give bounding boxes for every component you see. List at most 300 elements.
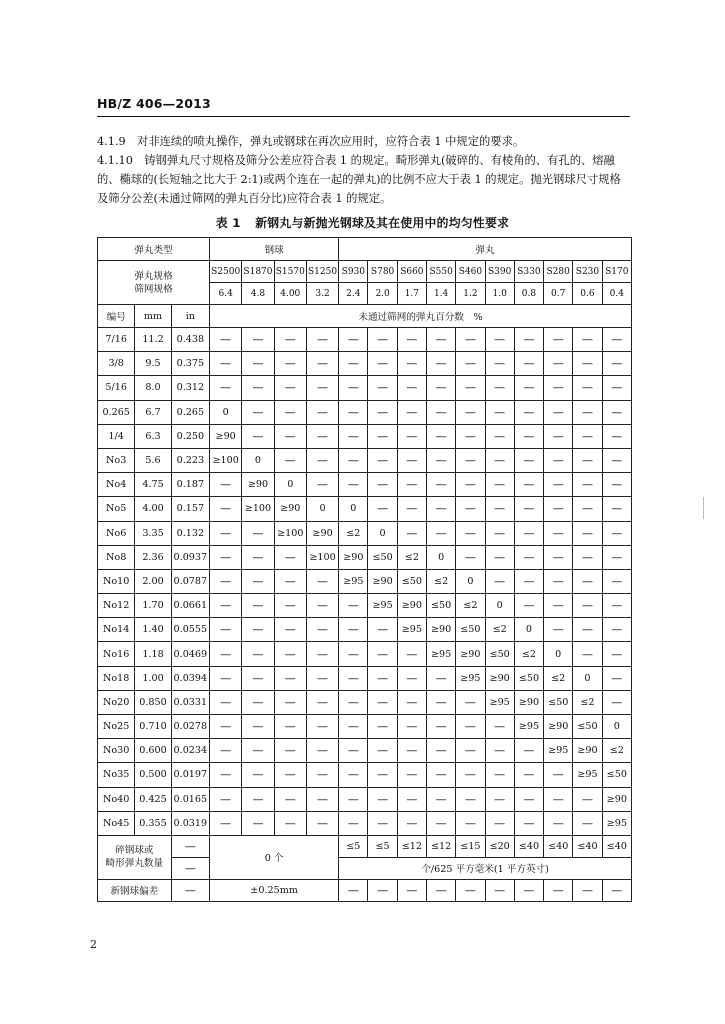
value-cell: — xyxy=(485,473,514,497)
value-cell: — xyxy=(210,328,242,352)
value-cell: — xyxy=(427,448,456,472)
value-cell: — xyxy=(514,376,543,400)
table-row xyxy=(98,811,632,835)
table-row xyxy=(98,545,632,569)
value-cell: — xyxy=(485,352,514,376)
row-mm: 9.5 xyxy=(135,352,171,376)
row-in: 0.0197 xyxy=(171,763,209,787)
tolerance-label: 新钢球偏差 xyxy=(98,879,172,901)
tolerance-shot-cell: — xyxy=(397,879,426,901)
value-cell: — xyxy=(339,424,368,448)
header-row-units xyxy=(98,305,632,328)
value-cell: — xyxy=(242,666,274,690)
value-cell: — xyxy=(274,400,306,424)
value-cell: — xyxy=(573,594,602,618)
shot-label: 弹丸 xyxy=(339,238,632,261)
value-cell: ≤50 xyxy=(368,545,397,569)
value-cell: — xyxy=(427,739,456,763)
value-cell: — xyxy=(397,352,426,376)
value-cell: — xyxy=(427,666,456,690)
broken-shot-cell: ≤5 xyxy=(368,835,397,857)
row-no: No45 xyxy=(98,811,135,835)
value-cell: — xyxy=(485,739,514,763)
value-cell: ≥100 xyxy=(306,545,338,569)
document-code: HB/Z 406—2013 xyxy=(97,96,211,111)
value-cell: — xyxy=(427,328,456,352)
value-cell: — xyxy=(306,376,338,400)
value-cell: — xyxy=(368,642,397,666)
shot-spec-label: 弹丸规格 xyxy=(134,270,173,282)
value-cell: — xyxy=(210,763,242,787)
value-cell: — xyxy=(514,569,543,593)
value-cell: — xyxy=(242,715,274,739)
value-cell: — xyxy=(397,448,426,472)
row-no: No35 xyxy=(98,763,135,787)
tolerance-shot-cell: — xyxy=(456,879,485,901)
broken-shot-cell: ≤12 xyxy=(427,835,456,857)
value-cell: — xyxy=(602,666,631,690)
value-cell: — xyxy=(427,787,456,811)
value-cell: — xyxy=(210,376,242,400)
value-cell: — xyxy=(339,328,368,352)
value-cell: — xyxy=(306,763,338,787)
table-row xyxy=(98,521,632,545)
value-cell: — xyxy=(485,376,514,400)
value-cell: 0 xyxy=(339,497,368,521)
spec-cell: S1570 xyxy=(274,261,306,283)
spec-cell: S390 xyxy=(485,261,514,283)
value-cell: — xyxy=(306,787,338,811)
value-cell: ≥95 xyxy=(573,763,602,787)
value-cell: — xyxy=(456,690,485,714)
value-cell: — xyxy=(514,424,543,448)
table-row xyxy=(98,690,632,714)
value-cell: — xyxy=(274,690,306,714)
value-cell: — xyxy=(573,545,602,569)
row-mm: 4.00 xyxy=(135,497,171,521)
row-mm: 1.00 xyxy=(135,666,171,690)
tolerance-shot-cell: — xyxy=(573,879,602,901)
value-cell: ≥90 xyxy=(242,473,274,497)
value-cell: — xyxy=(544,400,573,424)
broken-shot-label xyxy=(98,835,172,879)
row-in: 0.0319 xyxy=(171,811,209,835)
value-cell: — xyxy=(210,594,242,618)
tolerance-shot-cell: — xyxy=(602,879,631,901)
table-row xyxy=(98,787,632,811)
value-cell: — xyxy=(573,569,602,593)
value-cell: ≤50 xyxy=(456,618,485,642)
value-cell: ≤50 xyxy=(573,715,602,739)
value-cell: — xyxy=(368,424,397,448)
value-cell: — xyxy=(602,642,631,666)
table-row xyxy=(98,473,632,497)
value-cell: 0 xyxy=(573,666,602,690)
value-cell: — xyxy=(210,715,242,739)
sieve-size-cell: 3.2 xyxy=(306,283,338,305)
value-cell: — xyxy=(339,473,368,497)
value-cell: — xyxy=(573,811,602,835)
value-cell: — xyxy=(368,715,397,739)
sieve-size-cell: 0.6 xyxy=(573,283,602,305)
value-cell: — xyxy=(602,328,631,352)
value-cell: — xyxy=(274,424,306,448)
value-cell: — xyxy=(456,715,485,739)
row-in: 0.0555 xyxy=(171,618,209,642)
value-cell: 0 xyxy=(242,448,274,472)
value-cell: ≤50 xyxy=(485,642,514,666)
value-cell: 0 xyxy=(427,545,456,569)
value-cell: — xyxy=(514,521,543,545)
sieve-spec-label: 筛网规格 xyxy=(134,283,173,295)
row-mm: 1.18 xyxy=(135,642,171,666)
row-mm: 6.7 xyxy=(135,400,171,424)
value-cell: — xyxy=(339,618,368,642)
value-cell: ≥90 xyxy=(274,497,306,521)
row-in: 0.0278 xyxy=(171,715,209,739)
value-cell: — xyxy=(368,739,397,763)
tolerance-shot-cell: — xyxy=(544,879,573,901)
value-cell: — xyxy=(274,545,306,569)
value-cell: — xyxy=(602,690,631,714)
value-cell: — xyxy=(242,739,274,763)
value-cell: 0 xyxy=(602,715,631,739)
value-cell: — xyxy=(602,376,631,400)
value-cell: — xyxy=(485,545,514,569)
value-cell: — xyxy=(274,642,306,666)
row-in: 0.0937 xyxy=(171,545,209,569)
tolerance-steel: ±0.25mm xyxy=(210,879,339,901)
value-cell: ≤50 xyxy=(514,666,543,690)
value-cell: — xyxy=(274,715,306,739)
row-in: 0.223 xyxy=(171,448,209,472)
value-cell: ≥100 xyxy=(274,521,306,545)
row-no: 0.265 xyxy=(98,400,135,424)
value-cell: — xyxy=(306,448,338,472)
value-cell: — xyxy=(339,666,368,690)
tolerance-dash: — xyxy=(171,879,209,901)
value-cell: — xyxy=(544,594,573,618)
value-cell: — xyxy=(368,787,397,811)
row-mm: 8.0 xyxy=(135,376,171,400)
row-no: No16 xyxy=(98,642,135,666)
tolerance-shot-cell: — xyxy=(339,879,368,901)
table-row xyxy=(98,497,632,521)
row-in: 0.375 xyxy=(171,352,209,376)
row-no: No4 xyxy=(98,473,135,497)
table-row xyxy=(98,763,632,787)
value-cell: ≤50 xyxy=(602,763,631,787)
row-in: 0.312 xyxy=(171,376,209,400)
value-cell: 0 xyxy=(544,642,573,666)
row-in: 0.438 xyxy=(171,328,209,352)
broken-shot-cell: ≤40 xyxy=(544,835,573,857)
value-cell: ≥90 xyxy=(573,739,602,763)
broken-shot-cell: ≤12 xyxy=(397,835,426,857)
broken-dash-2: — xyxy=(171,857,209,879)
value-cell: — xyxy=(514,328,543,352)
value-cell: — xyxy=(397,424,426,448)
value-cell: — xyxy=(210,811,242,835)
value-cell: — xyxy=(210,521,242,545)
value-cell: — xyxy=(456,328,485,352)
row-no: 5/16 xyxy=(98,376,135,400)
table-row xyxy=(98,642,632,666)
value-cell: — xyxy=(306,811,338,835)
value-cell: — xyxy=(514,400,543,424)
value-cell: — xyxy=(306,400,338,424)
broken-shot-cell: ≤40 xyxy=(514,835,543,857)
row-in: 0.0165 xyxy=(171,787,209,811)
row-mm: 0.500 xyxy=(135,763,171,787)
value-cell: — xyxy=(397,642,426,666)
value-cell: — xyxy=(397,811,426,835)
value-cell: — xyxy=(339,352,368,376)
value-cell: — xyxy=(306,739,338,763)
value-cell: ≥90 xyxy=(427,618,456,642)
value-cell: — xyxy=(210,352,242,376)
value-cell: — xyxy=(274,569,306,593)
value-cell: — xyxy=(397,787,426,811)
spec-cell: S1870 xyxy=(242,261,274,283)
sieve-size-cell: 1.0 xyxy=(485,283,514,305)
value-cell: — xyxy=(573,497,602,521)
value-cell: — xyxy=(306,352,338,376)
value-cell: — xyxy=(306,424,338,448)
percent-label: 未通过筛网的弹丸百分数 % xyxy=(210,305,632,328)
table-row xyxy=(98,448,632,472)
value-cell: — xyxy=(544,763,573,787)
table-row xyxy=(98,569,632,593)
value-cell: — xyxy=(573,424,602,448)
value-cell: ≤2 xyxy=(602,739,631,763)
value-cell: — xyxy=(514,545,543,569)
value-cell: — xyxy=(514,352,543,376)
header-row-type xyxy=(98,238,632,261)
spec-cell: S1250 xyxy=(306,261,338,283)
row-mm: 1.70 xyxy=(135,594,171,618)
value-cell: ≤2 xyxy=(456,594,485,618)
value-cell: — xyxy=(514,739,543,763)
value-cell: ≥90 xyxy=(456,642,485,666)
value-cell: — xyxy=(573,521,602,545)
value-cell: — xyxy=(514,497,543,521)
value-cell: — xyxy=(514,787,543,811)
value-cell: — xyxy=(339,763,368,787)
value-cell: — xyxy=(242,690,274,714)
value-cell: 0 xyxy=(306,497,338,521)
row-mm: 11.2 xyxy=(135,328,171,352)
value-cell: ≤2 xyxy=(573,690,602,714)
value-cell: — xyxy=(602,400,631,424)
value-cell: ≤2 xyxy=(397,545,426,569)
value-cell: — xyxy=(456,352,485,376)
value-cell: ≤2 xyxy=(514,642,543,666)
row-mm: 0.710 xyxy=(135,715,171,739)
value-cell: ≥95 xyxy=(514,715,543,739)
row-no: No5 xyxy=(98,497,135,521)
value-cell: ≤2 xyxy=(339,521,368,545)
value-cell: — xyxy=(339,448,368,472)
spec-cell: S460 xyxy=(456,261,485,283)
value-cell: — xyxy=(210,690,242,714)
value-cell: — xyxy=(573,787,602,811)
value-cell: — xyxy=(274,328,306,352)
table-row xyxy=(98,424,632,448)
row-mm: 2.36 xyxy=(135,545,171,569)
value-cell: — xyxy=(573,400,602,424)
paragraph-4-1-9: 4.1.9 对非连续的喷丸操作，弹丸或钢球在再次应用时，应符合表 1 中规定的要求。 xyxy=(97,135,525,148)
value-cell: ≥90 xyxy=(602,787,631,811)
value-cell: — xyxy=(274,594,306,618)
value-cell: — xyxy=(306,618,338,642)
value-cell: ≥90 xyxy=(306,521,338,545)
value-cell: — xyxy=(368,448,397,472)
value-cell: — xyxy=(573,328,602,352)
spec-cell: S660 xyxy=(397,261,426,283)
value-cell: — xyxy=(427,376,456,400)
value-cell: — xyxy=(339,642,368,666)
value-cell: — xyxy=(573,352,602,376)
page-number: 2 xyxy=(90,938,97,951)
value-cell: — xyxy=(544,424,573,448)
value-cell: — xyxy=(602,352,631,376)
value-cell: — xyxy=(427,811,456,835)
row-mm: 1.40 xyxy=(135,618,171,642)
value-cell: — xyxy=(397,376,426,400)
value-cell: — xyxy=(544,811,573,835)
tolerance-shot-cell: — xyxy=(514,879,543,901)
spec-cell: S780 xyxy=(368,261,397,283)
value-cell: — xyxy=(242,545,274,569)
value-cell: — xyxy=(485,448,514,472)
value-cell: 0 xyxy=(485,594,514,618)
value-cell: — xyxy=(242,763,274,787)
sieve-size-cell: 4.8 xyxy=(242,283,274,305)
sieve-size-cell: 1.7 xyxy=(397,283,426,305)
value-cell: — xyxy=(456,787,485,811)
value-cell: — xyxy=(427,521,456,545)
value-cell: — xyxy=(397,328,426,352)
value-cell: — xyxy=(514,473,543,497)
value-cell: — xyxy=(485,811,514,835)
value-cell: — xyxy=(368,497,397,521)
table-caption xyxy=(0,214,725,231)
col-no-header: 编号 xyxy=(98,305,135,328)
value-cell: — xyxy=(306,594,338,618)
value-cell: — xyxy=(397,400,426,424)
table-row xyxy=(98,594,632,618)
value-cell: — xyxy=(210,497,242,521)
row-in: 0.0234 xyxy=(171,739,209,763)
tolerance-shot-cell: — xyxy=(427,879,456,901)
row-no: No20 xyxy=(98,690,135,714)
sieve-size-cell: 2.0 xyxy=(368,283,397,305)
row-no: No6 xyxy=(98,521,135,545)
row-no: No8 xyxy=(98,545,135,569)
value-cell: — xyxy=(397,739,426,763)
value-cell: — xyxy=(397,497,426,521)
col-in-header: in xyxy=(171,305,209,328)
spec-cell: S550 xyxy=(427,261,456,283)
shot-type-label: 弹丸类型 xyxy=(98,238,210,261)
shot-uniformity-table xyxy=(97,237,632,902)
value-cell: ≥90 xyxy=(514,690,543,714)
value-cell: — xyxy=(242,376,274,400)
spec-cell: S330 xyxy=(514,261,543,283)
broken-shot-label-line2: 畸形弹丸数量 xyxy=(105,858,164,870)
row-in: 0.157 xyxy=(171,497,209,521)
table-row xyxy=(98,400,632,424)
row-in: 0.0787 xyxy=(171,569,209,593)
value-cell: ≥90 xyxy=(339,545,368,569)
table-row xyxy=(98,328,632,352)
value-cell: — xyxy=(210,787,242,811)
value-cell: — xyxy=(485,424,514,448)
value-cell: — xyxy=(544,328,573,352)
value-cell: ≥90 xyxy=(210,424,242,448)
value-cell: — xyxy=(339,376,368,400)
value-cell: 0 xyxy=(368,521,397,545)
value-cell: — xyxy=(368,763,397,787)
value-cell: — xyxy=(306,642,338,666)
table-row xyxy=(98,739,632,763)
value-cell: — xyxy=(544,352,573,376)
value-cell: — xyxy=(210,545,242,569)
sieve-size-cell: 4.00 xyxy=(274,283,306,305)
value-cell: — xyxy=(242,618,274,642)
table-row xyxy=(98,715,632,739)
value-cell: — xyxy=(427,715,456,739)
value-cell: — xyxy=(427,473,456,497)
row-no: No18 xyxy=(98,666,135,690)
value-cell: — xyxy=(456,811,485,835)
value-cell: — xyxy=(514,763,543,787)
spec-cell: S230 xyxy=(573,261,602,283)
value-cell: — xyxy=(485,400,514,424)
row-mm: 0.850 xyxy=(135,690,171,714)
value-cell: — xyxy=(306,569,338,593)
value-cell: — xyxy=(397,715,426,739)
value-cell: — xyxy=(242,569,274,593)
broken-shot-cell: ≤40 xyxy=(573,835,602,857)
table-caption-title: 新钢丸与新抛光钢球及其在使用中的均匀性要求 xyxy=(255,216,510,230)
value-cell: — xyxy=(427,690,456,714)
value-cell: — xyxy=(456,448,485,472)
value-cell: — xyxy=(339,690,368,714)
spec-sieve-label xyxy=(98,261,210,305)
value-cell: — xyxy=(210,618,242,642)
row-in: 0.265 xyxy=(171,400,209,424)
value-cell: — xyxy=(210,666,242,690)
value-cell: — xyxy=(210,642,242,666)
value-cell: ≤2 xyxy=(544,666,573,690)
table-row xyxy=(98,376,632,400)
value-cell: ≥90 xyxy=(368,569,397,593)
value-cell: — xyxy=(274,448,306,472)
broken-shot-cell: ≤20 xyxy=(485,835,514,857)
value-cell: — xyxy=(306,666,338,690)
value-cell: — xyxy=(544,787,573,811)
row-mm: 2.00 xyxy=(135,569,171,593)
value-cell: — xyxy=(544,618,573,642)
col-mm-header: mm xyxy=(135,305,171,328)
value-cell: — xyxy=(485,328,514,352)
value-cell: — xyxy=(427,763,456,787)
sieve-size-cell: 0.7 xyxy=(544,283,573,305)
value-cell: — xyxy=(602,569,631,593)
value-cell: 0 xyxy=(456,569,485,593)
